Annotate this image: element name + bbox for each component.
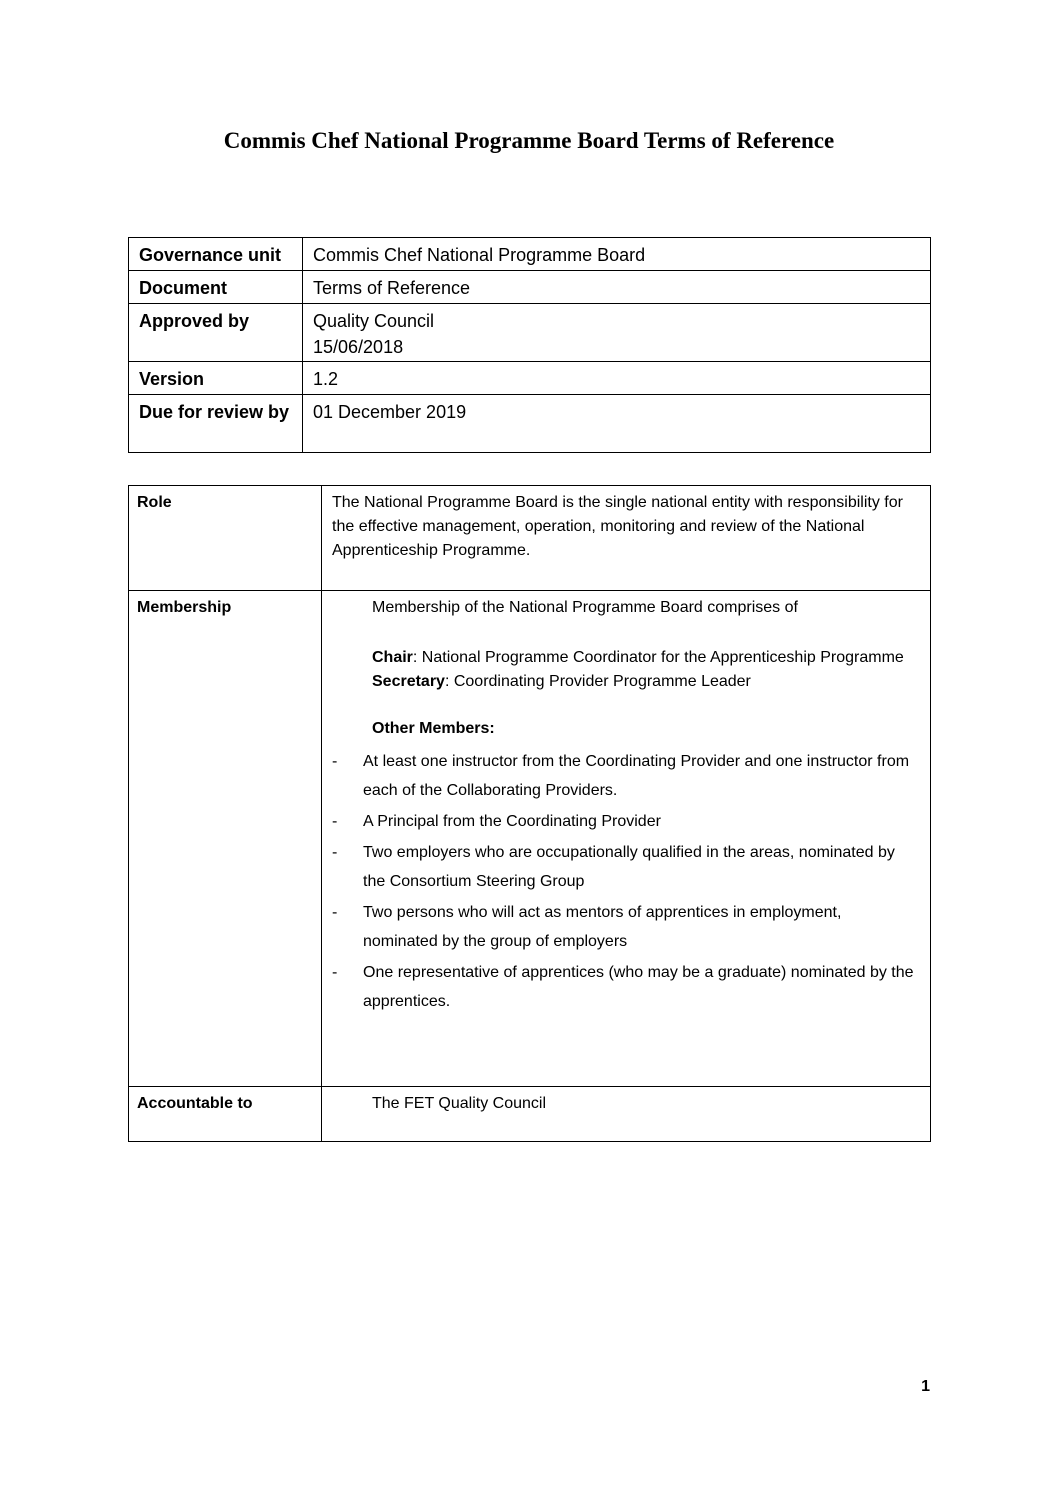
other-members-heading: Other Members: — [372, 720, 495, 737]
due-for-review-label: Due for review by — [129, 395, 303, 453]
table-row — [129, 591, 931, 1087]
table-row — [129, 486, 931, 591]
list-item: - Two persons who will act as mentors of apprentices in employment, nominated by the group of employers — [332, 898, 920, 956]
approved-by-value — [303, 304, 931, 362]
table-row — [129, 1087, 931, 1142]
membership-intro: Membership of the National Programme Board comprises of — [372, 599, 798, 616]
secretary-line — [332, 670, 920, 694]
version-value: 1.2 — [303, 362, 931, 395]
secretary-label: Secretary — [372, 673, 445, 690]
accountable-to-value — [322, 1087, 931, 1142]
table-row — [129, 271, 931, 304]
list-item: - Two employers who are occupationally qualified in the areas, nominated by the Consortium Steering Group — [332, 838, 920, 896]
membership-label: Membership — [129, 591, 322, 1087]
list-item: - A Principal from the Coordinating Provider — [332, 807, 920, 836]
governance-unit-value: Commis Chef National Programme Board — [303, 238, 931, 271]
table-row — [129, 238, 931, 271]
document-label: Document — [129, 271, 303, 304]
chair-line — [332, 646, 920, 670]
table-row — [129, 395, 931, 453]
role-value: The National Programme Board is the single national entity with responsibility for the effective management, operation, monitoring and review of the National Apprenticeship Programme. — [322, 486, 931, 591]
approved-by-body: Quality Council — [313, 311, 435, 331]
approved-date: 15/06/2018 — [313, 337, 404, 357]
governance-unit-label: Governance unit — [129, 238, 303, 271]
table-row — [129, 362, 931, 395]
document-title: Commis Chef National Programme Board Terms of Reference — [223, 128, 835, 153]
membership-value — [322, 591, 931, 1087]
other-members-list — [332, 747, 920, 1016]
table-row — [129, 304, 931, 362]
accountable-to-text: The FET Quality Council — [372, 1095, 546, 1112]
chair-label: Chair — [372, 649, 413, 666]
metadata-table — [128, 237, 931, 453]
document-value: Terms of Reference — [303, 271, 931, 304]
due-for-review-value: 01 December 2019 — [303, 395, 931, 453]
page-number: 1 — [921, 1378, 930, 1395]
accountable-to-label: Accountable to — [129, 1087, 322, 1142]
role-label: Role — [129, 486, 322, 591]
approved-by-label: Approved by — [129, 304, 303, 362]
version-label: Version — [129, 362, 303, 395]
list-item: - At least one instructor from the Coordinating Provider and one instructor from each of the Collaborating Providers. — [332, 747, 920, 805]
secretary-text: : Coordinating Provider Programme Leader — [444, 673, 751, 690]
chair-text: : National Programme Coordinator for the Apprenticeship Programme — [412, 649, 904, 666]
list-item: - One representative of apprentices (who may be a graduate) nominated by the apprentices. — [332, 958, 920, 1016]
terms-table — [128, 485, 931, 1142]
